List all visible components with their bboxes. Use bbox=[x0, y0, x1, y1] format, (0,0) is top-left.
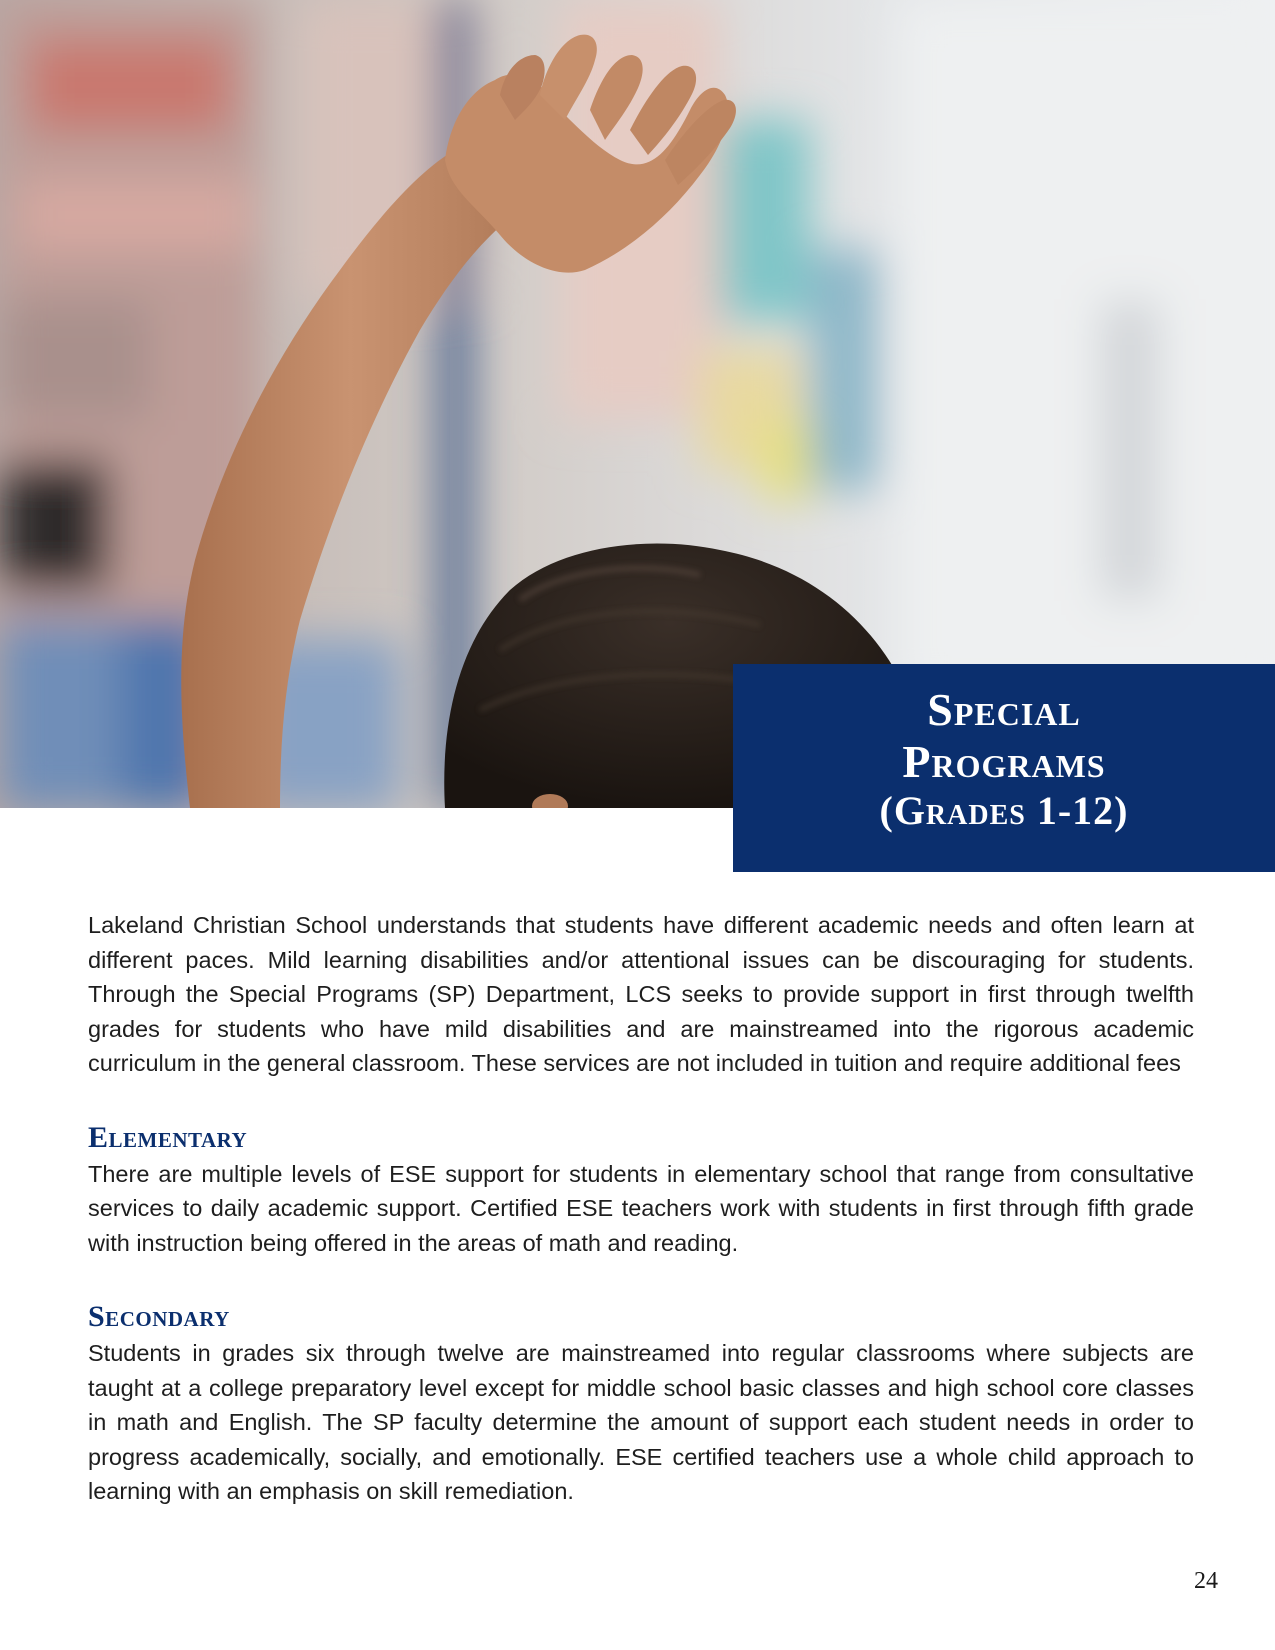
elementary-paragraph: There are multiple levels of ESE support for students in elementary school that range from consultative services to daily academic support. Certified ESE teachers work with students in first through fifth grade with instruction being offered in the areas of math and reading. bbox=[88, 1160, 1194, 1256]
page-number: 24 bbox=[1194, 1568, 1218, 1594]
page-subtitle-grades: (Grades 1-12) bbox=[879, 788, 1129, 833]
intro-paragraph: Lakeland Christian School understands that students have different academic needs and often learn at different paces. Mild learning disabilities and/or attentional issues can be discouraging for students. Through the Special Programs (SP) Department, LCS seeks to provide support in first through twelfth grades for students who have mild disabilities and are mainstreamed into the rigorous academic curriculum in the general classroom. These services are not included in tuition and require additional fees bbox=[88, 912, 1194, 1076]
secondary-paragraph: Students in grades six through twelve are mainstreamed into regular classrooms where subjects are taught at a college preparatory level except for middle school basic classes and high school core classes in math and English. The SP faculty determine the amount of support each student needs in order to progress academically, socially, and emotionally. ESE certified teachers use a whole child approach to learning with an emphasis on skill remediation. bbox=[88, 1340, 1194, 1504]
page-title-line-2: Programs bbox=[902, 736, 1106, 787]
elementary-heading: Elementary bbox=[88, 1120, 248, 1154]
main-content bbox=[88, 908, 1194, 1509]
page-title-banner bbox=[733, 664, 1275, 872]
page-title-line-1: Special bbox=[927, 684, 1081, 735]
secondary-heading: Secondary bbox=[88, 1300, 230, 1333]
